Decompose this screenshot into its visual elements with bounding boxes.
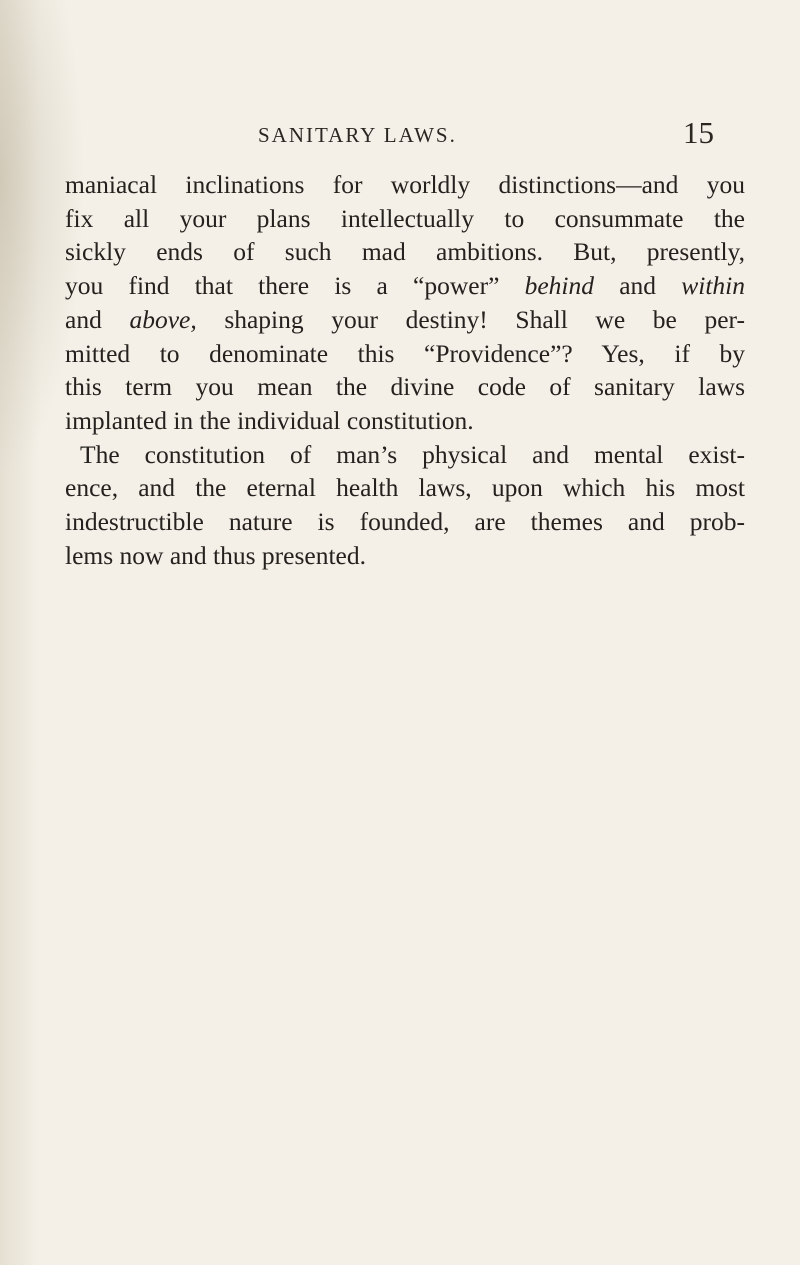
- text-line: mitted to denominate this “Providence”? Yes, if by: [65, 338, 745, 368]
- paragraph-2: [65, 438, 745, 573]
- text-line: The constitution of man’s physical and mental exist-: [80, 439, 745, 469]
- running-title: SANITARY LAWS.: [258, 123, 457, 147]
- text-line: lems now and thus presented.: [65, 540, 366, 570]
- body-text: [65, 168, 745, 572]
- text-run: and: [65, 304, 130, 334]
- emphasis-within: within: [681, 271, 745, 301]
- paragraph-1: [65, 168, 745, 438]
- text-line: implanted in the individual constitution.: [65, 405, 474, 435]
- text-line: sickly ends of such mad ambitions. But, presently,: [65, 237, 745, 267]
- text-line: fix all your plans intellectually to consummate the: [65, 203, 745, 233]
- text-line: this term you mean the divine code of sanitary laws: [65, 372, 745, 402]
- text-run: shaping your destiny! Shall we be per-: [196, 304, 745, 334]
- text-run: and: [594, 271, 682, 301]
- text-line: maniacal inclinations for worldly distinctions—and you: [65, 170, 745, 199]
- text-line: indestructible nature is founded, are themes and prob-: [65, 507, 745, 537]
- page-number: 15: [683, 115, 714, 150]
- text-run: you find that there is a “power”: [65, 271, 525, 301]
- text-line: ence, and the eternal health laws, upon which his most: [65, 473, 745, 503]
- text-line: [65, 303, 745, 337]
- emphasis-behind: behind: [524, 271, 595, 301]
- emphasis-above: above,: [129, 304, 197, 334]
- running-head: [0, 115, 800, 155]
- text-line: [65, 269, 745, 303]
